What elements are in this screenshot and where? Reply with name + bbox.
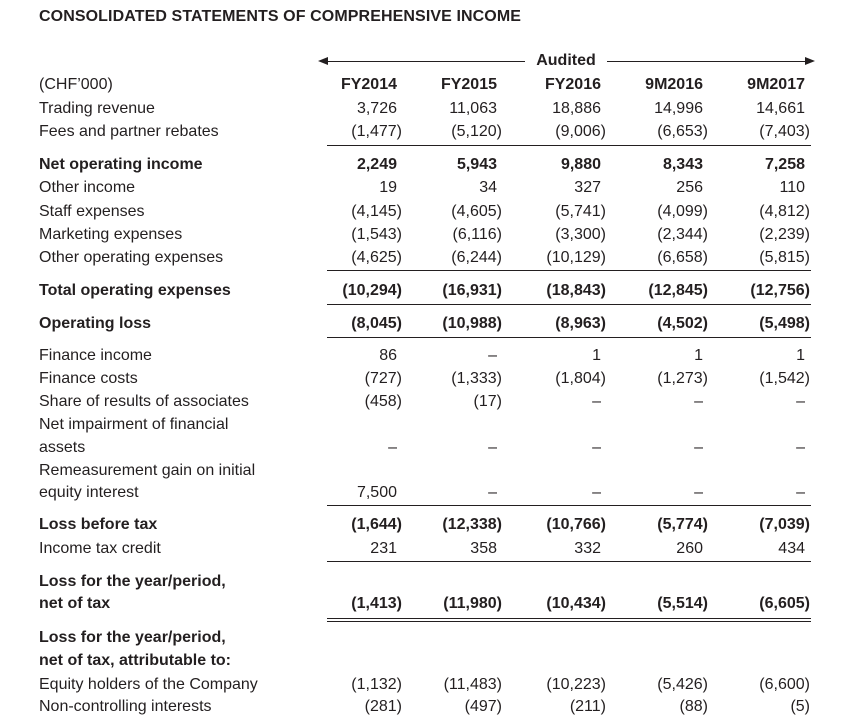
cell-total-opex-9m2017: (12,756)	[750, 282, 810, 299]
cell-noi-9m2017: 7,258	[764, 156, 805, 173]
arrow-right-icon	[805, 57, 815, 65]
cell-staff-9m2017: (4,812)	[759, 203, 810, 220]
cell-other-income-fy2015: 34	[479, 179, 497, 196]
cell-equity-fy2016: (10,223)	[546, 676, 606, 693]
cell-op-loss-fy2015: (10,988)	[442, 315, 502, 332]
page-title: CONSOLIDATED STATEMENTS OF COMPREHENSIVE INCOME	[39, 8, 522, 25]
cell-equity-fy2015: (11,483)	[443, 676, 502, 693]
divider	[327, 337, 811, 338]
divider-double-top	[327, 618, 811, 619]
cell-impairment-9m2017: –	[796, 439, 805, 456]
arrow-line-right	[607, 61, 807, 62]
cell-nci-fy2015: (497)	[464, 698, 502, 715]
cell-noi-fy2015: 5,943	[456, 156, 497, 173]
cell-fin-income-9m2017: 1	[796, 347, 805, 364]
row-label-remeasurement-line2: equity interest	[39, 484, 139, 501]
row-label-share-of-associates: Share of results of associates	[39, 393, 249, 410]
cell-impairment-fy2015: –	[488, 439, 497, 456]
cell-nci-fy2016: (211)	[569, 698, 606, 715]
divider	[327, 270, 811, 271]
cell-staff-9m2016: (4,099)	[657, 203, 708, 220]
row-label-attributable-line2: net of tax, attributable to:	[39, 652, 231, 669]
cell-tax-9m2016: 260	[676, 540, 703, 557]
cell-fin-income-9m2016: 1	[694, 347, 703, 364]
cell-fin-costs-9m2016: (1,273)	[657, 370, 708, 387]
row-label-remeasurement-line1: Remeasurement gain on initial	[39, 462, 256, 479]
cell-assoc-9m2016: –	[694, 393, 703, 410]
cell-impairment-9m2016: –	[694, 439, 703, 456]
cell-op-loss-9m2017: (5,498)	[759, 315, 810, 332]
cell-other-income-fy2014: 19	[379, 179, 397, 196]
cell-total-opex-fy2015: (16,931)	[442, 282, 502, 299]
arrow-line-left	[325, 61, 525, 62]
divider-double-bottom	[327, 621, 811, 622]
cell-lbt-9m2017: (7,039)	[759, 516, 810, 533]
cell-marketing-9m2017: (2,239)	[759, 226, 810, 243]
cell-tax-9m2017: 434	[778, 540, 805, 557]
cell-fees-fy2016: (9,006)	[555, 123, 606, 140]
row-label-loss-for-period-line2: net of tax	[39, 595, 111, 612]
column-header-9m2016: 9M2016	[645, 76, 703, 93]
divider	[327, 145, 811, 146]
audited-label: Audited	[536, 52, 596, 69]
cell-equity-fy2014: (1,132)	[351, 676, 402, 693]
cell-tax-fy2015: 358	[470, 540, 497, 557]
cell-loss-period-9m2017: (6,605)	[759, 595, 810, 612]
row-label-net-operating-income: Net operating income	[39, 156, 203, 173]
cell-op-loss-9m2016: (4,502)	[657, 315, 708, 332]
cell-trading-revenue-fy2015: 11,063	[449, 100, 497, 117]
cell-fees-fy2014: (1,477)	[351, 123, 402, 140]
cell-other-opex-9m2016: (6,658)	[657, 249, 708, 266]
cell-remeasure-9m2016: –	[694, 484, 703, 501]
cell-assoc-fy2015: (17)	[473, 393, 502, 410]
cell-other-income-9m2016: 256	[676, 179, 703, 196]
cell-loss-period-fy2016: (10,434)	[546, 595, 606, 612]
cell-fin-income-fy2014: 86	[379, 347, 397, 364]
cell-nci-9m2017: (5)	[790, 698, 810, 715]
cell-other-opex-fy2014: (4,625)	[351, 249, 402, 266]
cell-op-loss-fy2016: (8,963)	[555, 315, 606, 332]
cell-fin-costs-fy2016: (1,804)	[555, 370, 606, 387]
row-label-total-operating-expenses: Total operating expenses	[39, 282, 231, 299]
cell-tax-fy2014: 231	[370, 540, 397, 557]
cell-remeasure-fy2014: 7,500	[356, 484, 397, 501]
cell-total-opex-9m2016: (12,845)	[648, 282, 708, 299]
cell-assoc-9m2017: –	[796, 393, 805, 410]
cell-tax-fy2016: 332	[574, 540, 601, 557]
cell-trading-revenue-9m2016: 14,996	[654, 100, 703, 117]
cell-equity-9m2017: (6,600)	[759, 676, 810, 693]
divider	[327, 561, 811, 562]
cell-trading-revenue-9m2017: 14,661	[756, 100, 805, 117]
cell-remeasure-9m2017: –	[796, 484, 805, 501]
row-label-income-tax-credit: Income tax credit	[39, 540, 161, 557]
cell-other-opex-fy2015: (6,244)	[451, 249, 502, 266]
cell-other-opex-9m2017: (5,815)	[759, 249, 810, 266]
row-label-trading-revenue: Trading revenue	[39, 100, 155, 117]
cell-assoc-fy2016: –	[592, 393, 601, 410]
row-label-net-impairment-line2: assets	[39, 439, 86, 456]
cell-staff-fy2014: (4,145)	[351, 203, 402, 220]
divider	[327, 505, 811, 506]
row-label-other-operating-expenses: Other operating expenses	[39, 249, 224, 266]
cell-op-loss-fy2014: (8,045)	[351, 315, 402, 332]
cell-trading-revenue-fy2014: 3,726	[356, 100, 397, 117]
row-label-loss-for-period-line1: Loss for the year/period,	[39, 573, 226, 590]
cell-nci-9m2016: (88)	[679, 698, 708, 715]
cell-noi-fy2016: 9,880	[560, 156, 601, 173]
cell-impairment-fy2016: –	[592, 439, 601, 456]
cell-other-income-fy2016: 327	[574, 179, 601, 196]
cell-loss-period-fy2014: (1,413)	[351, 595, 402, 612]
row-label-other-income: Other income	[39, 179, 136, 196]
cell-remeasure-fy2015: –	[488, 484, 497, 501]
cell-fees-9m2017: (7,403)	[759, 123, 810, 140]
cell-lbt-fy2015: (12,338)	[442, 516, 502, 533]
cell-noi-9m2016: 8,343	[662, 156, 703, 173]
row-label-loss-before-tax: Loss before tax	[39, 516, 158, 533]
cell-fees-fy2015: (5,120)	[451, 123, 502, 140]
cell-total-opex-fy2016: (18,843)	[546, 282, 606, 299]
row-label-finance-costs: Finance costs	[39, 370, 138, 387]
row-label-finance-income: Finance income	[39, 347, 152, 364]
cell-assoc-fy2014: (458)	[364, 393, 402, 410]
cell-staff-fy2016: (5,741)	[555, 203, 606, 220]
row-label-attributable-line1: Loss for the year/period,	[39, 629, 226, 646]
cell-staff-fy2015: (4,605)	[451, 203, 502, 220]
column-header-9m2017: 9M2017	[747, 76, 805, 93]
cell-fin-income-fy2016: 1	[592, 347, 601, 364]
column-header-fy2014: FY2014	[340, 76, 397, 93]
column-header-fy2015: FY2015	[440, 76, 497, 93]
cell-loss-period-9m2016: (5,514)	[657, 595, 708, 612]
cell-lbt-fy2014: (1,644)	[351, 516, 402, 533]
row-label-fees-partner-rebates: Fees and partner rebates	[39, 123, 219, 140]
cell-fin-costs-9m2017: (1,542)	[759, 370, 810, 387]
cell-marketing-fy2015: (6,116)	[452, 226, 502, 243]
cell-marketing-fy2014: (1,543)	[351, 226, 402, 243]
cell-remeasure-fy2016: –	[592, 484, 601, 501]
cell-fin-costs-fy2014: (727)	[364, 370, 402, 387]
cell-fin-income-fy2015: –	[488, 347, 497, 364]
row-label-marketing-expenses: Marketing expenses	[39, 226, 183, 243]
cell-nci-fy2014: (281)	[364, 698, 402, 715]
row-label-non-controlling: Non-controlling interests	[39, 698, 212, 715]
cell-marketing-9m2016: (2,344)	[657, 226, 708, 243]
row-label-net-impairment-line1: Net impairment of financial	[39, 416, 229, 433]
cell-other-opex-fy2016: (10,129)	[546, 249, 606, 266]
cell-lbt-fy2016: (10,766)	[546, 516, 606, 533]
column-header-fy2016: FY2016	[544, 76, 601, 93]
cell-fin-costs-fy2015: (1,333)	[451, 370, 502, 387]
currency-label: (CHF’000)	[39, 76, 113, 93]
cell-total-opex-fy2014: (10,294)	[342, 282, 402, 299]
cell-lbt-9m2016: (5,774)	[657, 516, 708, 533]
cell-fees-9m2016: (6,653)	[657, 123, 708, 140]
cell-impairment-fy2014: –	[388, 439, 397, 456]
cell-trading-revenue-fy2016: 18,886	[552, 100, 601, 117]
cell-noi-fy2014: 2,249	[356, 156, 397, 173]
row-label-equity-holders: Equity holders of the Company	[39, 676, 258, 693]
cell-marketing-fy2016: (3,300)	[555, 226, 606, 243]
row-label-staff-expenses: Staff expenses	[39, 203, 145, 220]
cell-loss-period-fy2015: (11,980)	[443, 595, 502, 612]
cell-equity-9m2016: (5,426)	[657, 676, 708, 693]
cell-other-income-9m2017: 110	[779, 179, 805, 196]
divider	[327, 304, 811, 305]
row-label-operating-loss: Operating loss	[39, 315, 152, 332]
